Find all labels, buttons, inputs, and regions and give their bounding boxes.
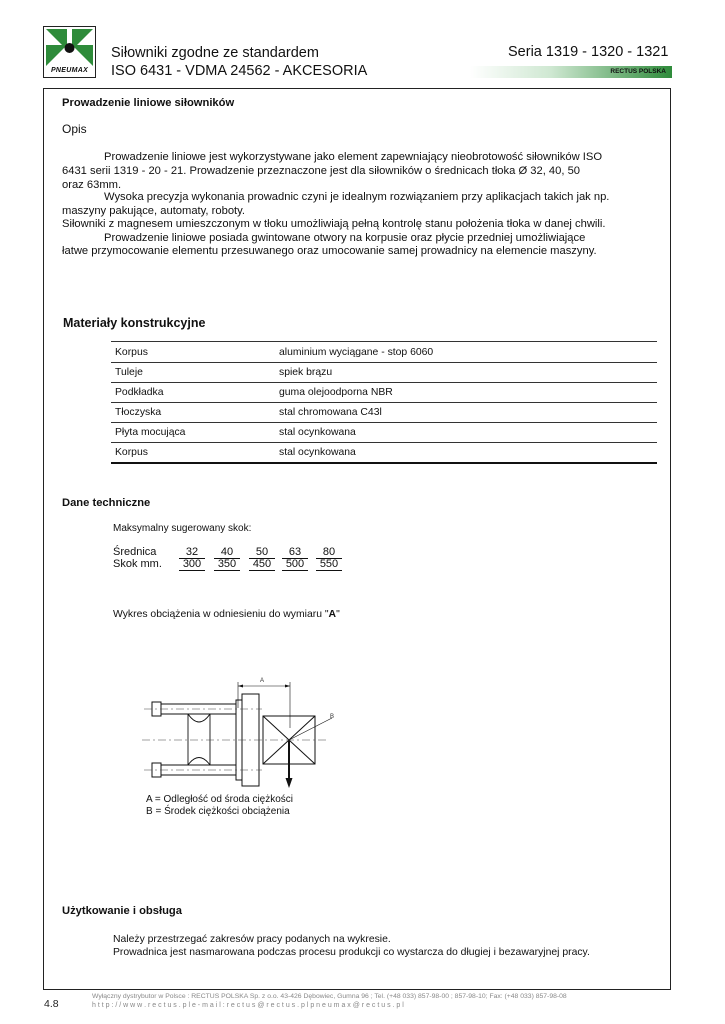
table-row [111,443,657,464]
section-title-linear-guide: Prowadzenie liniowe siłowników [62,97,235,109]
desc-line-6: Siłowniki z magnesem umieszczonym w tłoku umożliwiają pełną kontrolę stanu położenia tłoka w danej chwili. [62,218,606,230]
table-row [111,343,657,363]
material-part: Podkładka [111,383,275,403]
diameter-value: 32 [179,546,205,559]
material-part: Płyta mocująca [111,423,275,443]
desc-line-1: Prowadzenie liniowe jest wykorzystywane jako element zapewniający nieobrotowość siłowników ISO [104,151,603,163]
material-value: stal ocynkowana [275,443,657,464]
diameter-value: 63 [282,546,308,559]
material-part: Tłoczyska [111,403,275,423]
section-title-usage: Użytkowanie i obsługa [62,905,182,917]
material-part: Korpus [111,443,275,464]
chart-caption-suffix: " [336,609,340,620]
stroke-value: 300 [179,558,205,571]
section-subtitle-description: Opis [62,122,87,136]
series-title: Seria 1319 - 1320 - 1321 [508,44,669,60]
stroke-value: 450 [249,558,275,571]
guide-load-drawing [140,670,340,795]
distributor-badge: RECTUS POLSKA [610,68,666,75]
material-value: aluminium wyciągane - stop 6060 [275,343,657,363]
materials-table [111,343,657,464]
legend-b: B = Środek ciężkości obciążenia [146,806,290,817]
diameter-value: 50 [249,546,275,559]
material-value: stal chromowana C43l [275,403,657,423]
material-value: guma olejoodporna NBR [275,383,657,403]
material-value: spiek brązu [275,363,657,383]
header-title-line2: ISO 6431 - VDMA 24562 - AKCESORIA [111,63,368,79]
chart-caption-bold: A [328,609,337,620]
footer-contacts: h t t p : / / w w w . r e c t u s . p l e - m a i l : r e c t u s @ r e c t u s . p l p n e u m a x @ r e c t u s . p l [92,1002,404,1009]
diameter-value: 80 [316,546,342,559]
stroke-value: 500 [282,558,308,571]
stroke-value: 550 [316,558,342,571]
dimension-a-label: A [259,678,265,684]
diameter-value: 40 [214,546,240,559]
desc-line-4: Wysoka precyzja wykonania prowadnic czyni je idealnym rozwiązaniem przy aplikacjach takich jak np. [104,191,610,203]
material-part: Korpus [111,343,275,363]
dimension-b-label: B [330,714,335,720]
chart-caption [113,609,340,620]
desc-line-2: 6431 serii 1319 - 20 - 21. Prowadzenie przeznaczone jest dla siłowników o średnicach tłoka Ø 32, 40, 50 [62,165,581,177]
logo-text: PNEUMAX [50,67,89,74]
material-part: Tuleje [111,363,275,383]
desc-line-3: oraz 63mm. [62,179,122,191]
page-number: 4.8 [44,998,59,1010]
desc-line-7: Prowadzenie liniowe posiada gwintowane otwory na korpusie oraz płycie przedniej umożliwiające [104,232,586,244]
materials-table-top-rule [111,341,657,342]
desc-line-8: łatwe przymocowanie elementu przesuwanego oraz umocowanie samej prowadnicy na elemencie maszyny. [62,245,597,257]
section-title-technical: Dane techniczne [62,497,151,509]
footer-address: Wyłączny dystrybutor w Polsce : RECTUS POLSKA Sp. z o.o. 43-426 Dębowiec, Gumna 96 ; Tel. (+48 033) 857-98-00 ; 857-98-10; Fax: (+48 033) 857-98-08 [92,993,567,1000]
table-row [111,363,657,383]
desc-line-5: maszyny pakujące, automaty, roboty. [62,205,246,217]
material-value: stal ocynkowana [275,423,657,443]
table-row [111,423,657,443]
section-title-materials: Materiały konstrukcyjne [63,316,206,330]
chart-caption-prefix: Wykres obciążenia w odniesieniu do wymiaru " [113,609,329,620]
header-title-line1: Siłowniki zgodne ze standardem [111,45,319,61]
diameter-label: Średnica [113,546,157,558]
usage-line-1: Należy przestrzegać zakresów pracy podanych na wykresie. [113,934,391,945]
usage-line-2: Prowadnica jest nasmarowana podczas procesu produkcji co wystarcza do długiej i bezawaryjnej pracy. [113,947,590,958]
table-row [111,403,657,423]
table-row [111,383,657,403]
logo [43,26,96,78]
legend-a: A = Odległość od środa ciężkości [146,794,294,805]
stroke-label: Skok mm. [113,558,162,570]
stroke-value: 350 [214,558,240,571]
max-stroke-label: Maksymalny sugerowany skok: [113,523,252,534]
